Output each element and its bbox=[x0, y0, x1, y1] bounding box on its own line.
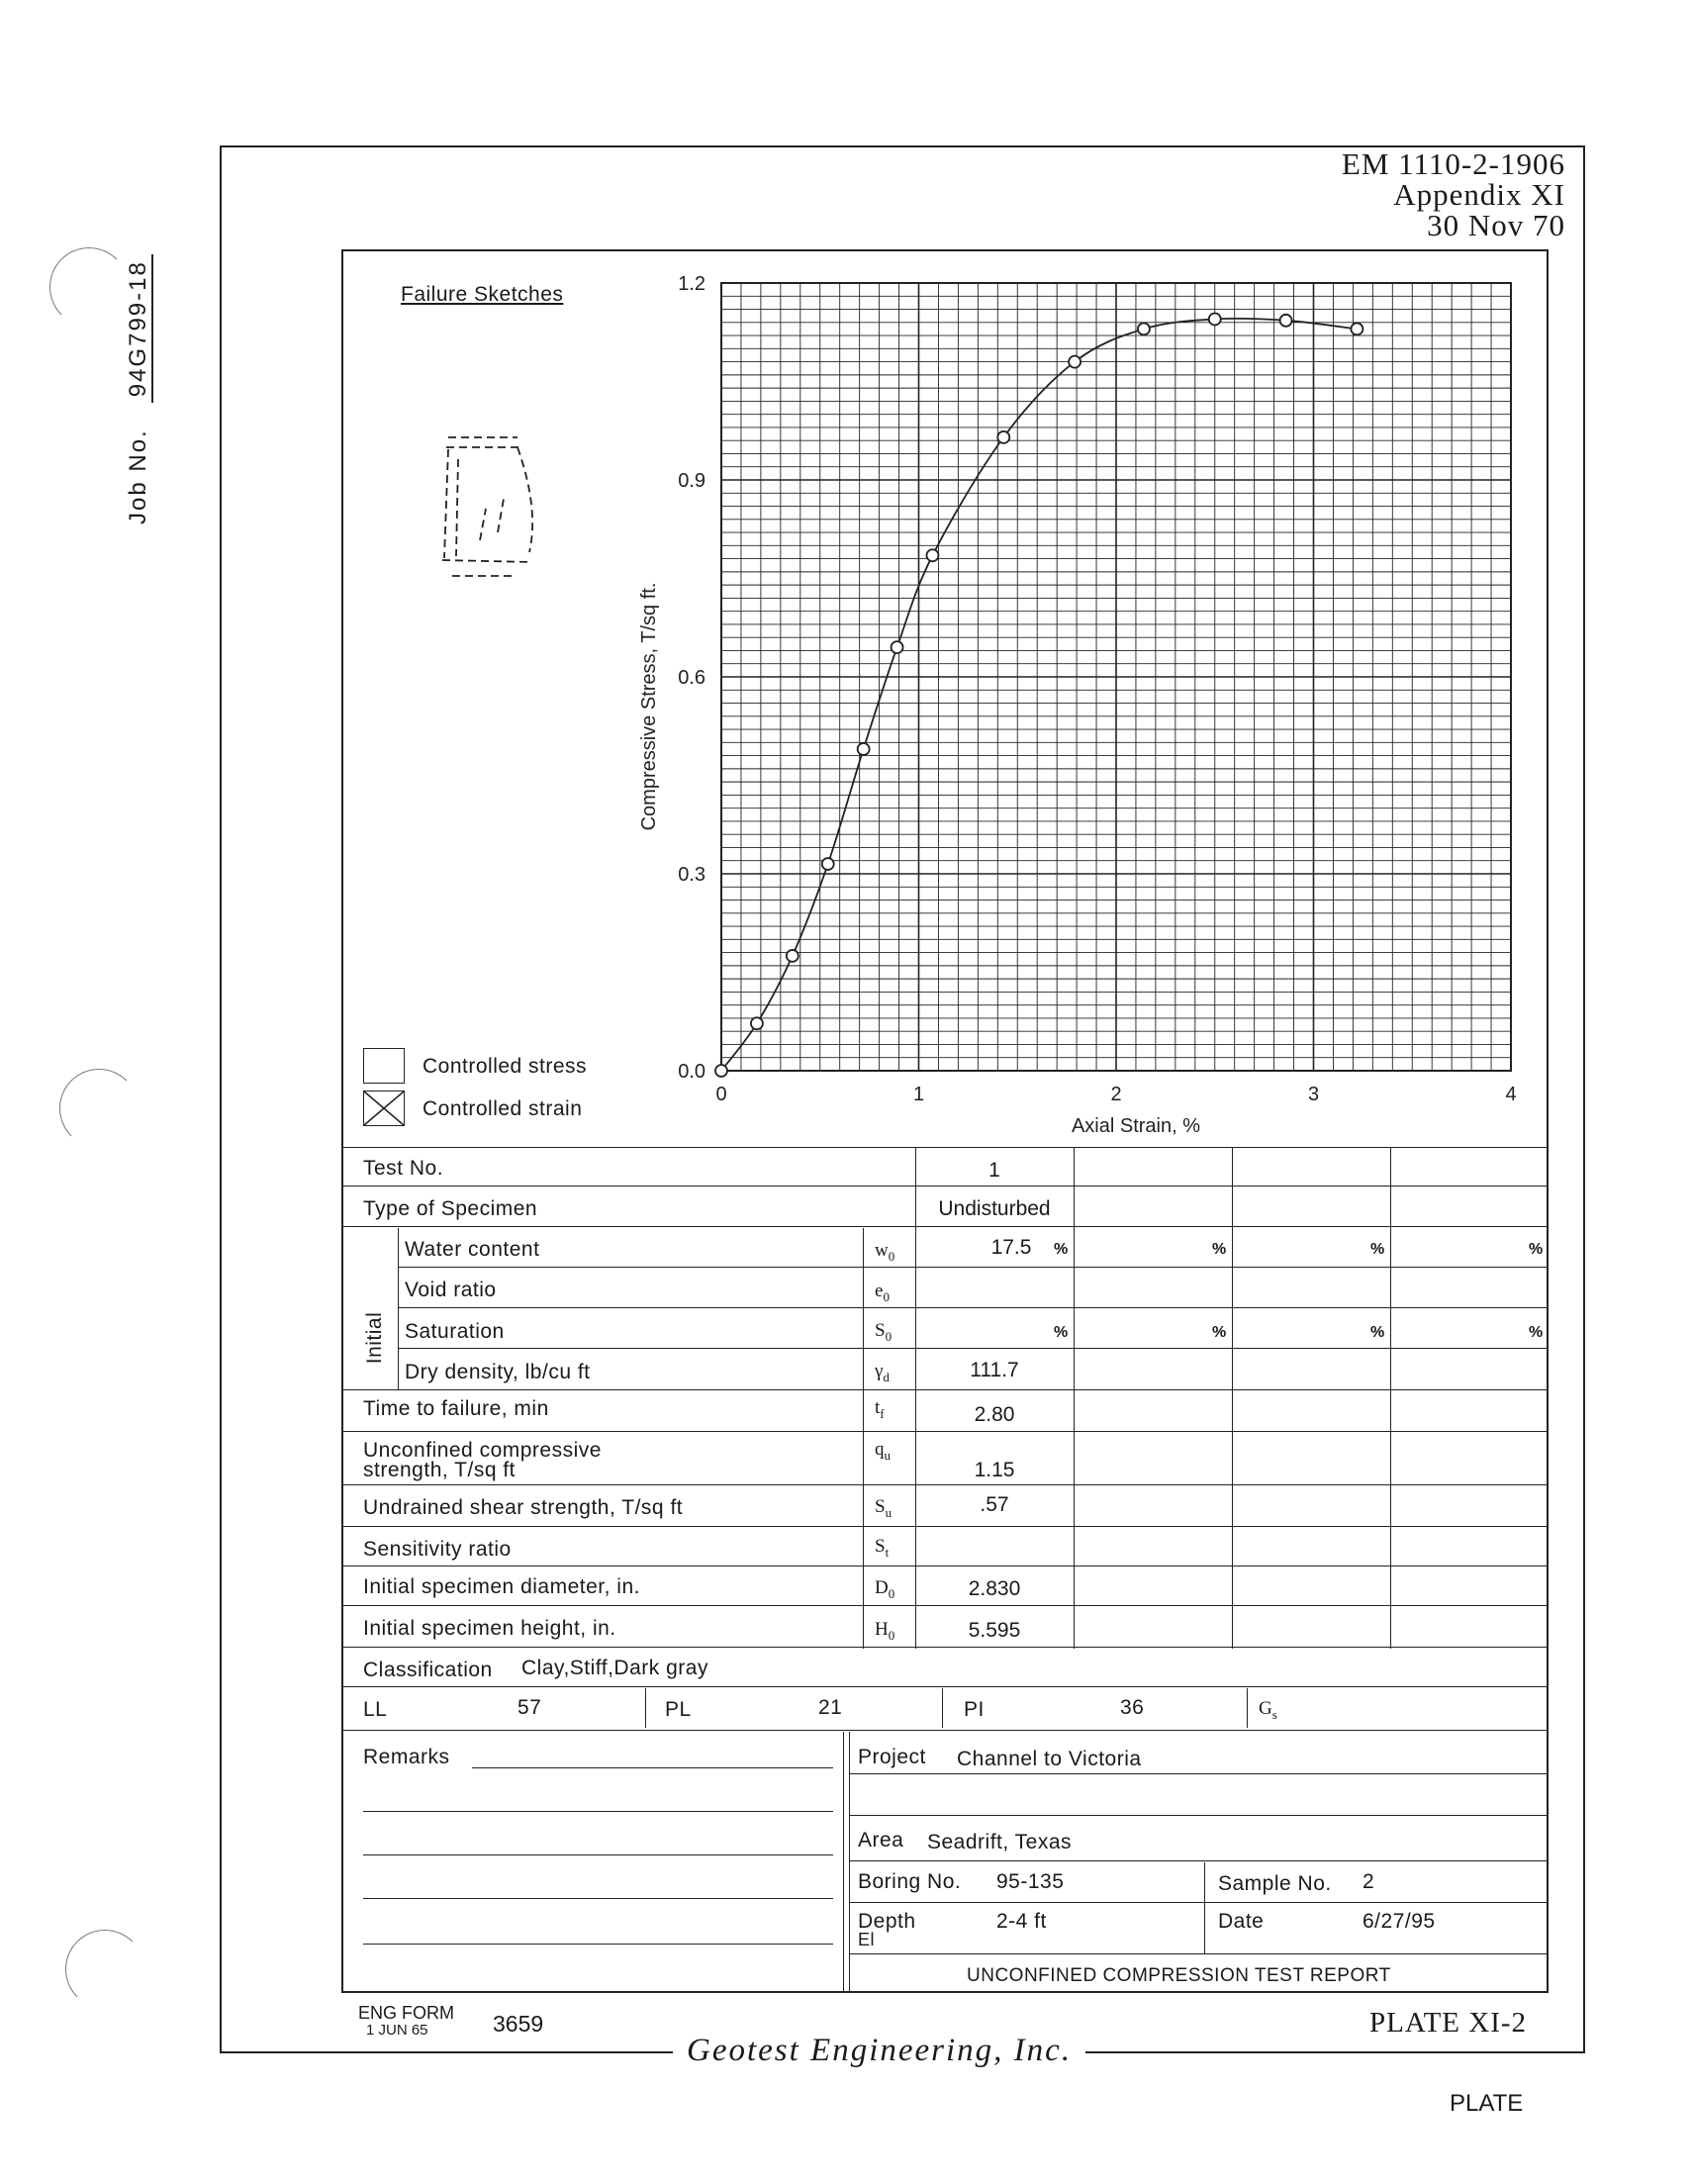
eng-form-label: ENG FORM bbox=[358, 2003, 454, 2023]
project-line bbox=[849, 1953, 1547, 1954]
gs-divider bbox=[1247, 1688, 1248, 1728]
value-col-divider bbox=[915, 1147, 916, 1649]
project-label: Project bbox=[858, 1746, 926, 1768]
dry-density-value: 111.7 bbox=[970, 1359, 1019, 1381]
table-row-line bbox=[343, 1686, 1547, 1687]
percent-mark: % bbox=[1370, 1241, 1385, 1258]
remarks-line bbox=[363, 1854, 833, 1855]
diameter-label: Initial specimen diameter, in. bbox=[363, 1575, 640, 1598]
data-point bbox=[926, 549, 938, 561]
eng-form-date: 1 JUN 65 bbox=[366, 2022, 428, 2039]
type-specimen-label: Type of Specimen bbox=[363, 1197, 538, 1220]
table-row-line bbox=[343, 1526, 1547, 1527]
plate-label: PLATE XI-2 bbox=[1369, 2007, 1528, 2039]
project-line bbox=[849, 1773, 1547, 1774]
saturation-symbol: $S_0$ bbox=[875, 1320, 893, 1344]
controlled-stress-label: Controlled stress bbox=[423, 1055, 588, 1078]
remarks-line bbox=[363, 1898, 833, 1899]
bottom-section-line bbox=[343, 1730, 1547, 1731]
ucs-label-line1: Unconfined compressive bbox=[363, 1439, 602, 1462]
void-ratio-label: Void ratio bbox=[405, 1279, 497, 1301]
shear-strength-symbol: $S_u$ bbox=[875, 1496, 893, 1520]
percent-mark: % bbox=[1212, 1241, 1227, 1258]
eng-form-number: 3659 bbox=[493, 2011, 544, 2037]
punch-hole-top bbox=[49, 247, 129, 327]
table-row-line bbox=[398, 1307, 1547, 1308]
table-row-line bbox=[343, 1226, 1547, 1227]
data-point bbox=[1280, 315, 1292, 327]
col4-divider bbox=[1390, 1147, 1391, 1649]
initial-label: Initial bbox=[363, 1311, 386, 1365]
job-number-value: 94G799-18 bbox=[125, 254, 153, 403]
company-name: Geotest Engineering, Inc. bbox=[673, 2033, 1085, 2069]
sample-value: 2 bbox=[1363, 1870, 1375, 1893]
remarks-line bbox=[363, 1944, 833, 1945]
data-point bbox=[1209, 313, 1221, 325]
y-tick-label: 0.6 bbox=[678, 667, 705, 689]
eng-form bbox=[358, 2005, 454, 2039]
data-point bbox=[1069, 356, 1081, 368]
project-line bbox=[849, 1860, 1547, 1861]
data-point bbox=[751, 1017, 763, 1029]
pi-label: PI bbox=[964, 1698, 985, 1721]
report-panel bbox=[341, 249, 1549, 1993]
table-row-line bbox=[343, 1431, 1547, 1432]
date-value: 6/27/95 bbox=[1363, 1910, 1436, 1933]
x-tick-label: 0 bbox=[715, 1084, 727, 1105]
sensitivity-ratio-label: Sensitivity ratio bbox=[363, 1538, 512, 1561]
el-label: El bbox=[858, 1930, 876, 1949]
pl-divider bbox=[645, 1688, 646, 1728]
col2-divider bbox=[1074, 1147, 1075, 1649]
failure-sketches-title: Failure Sketches bbox=[401, 283, 564, 306]
stress-strain-chart bbox=[343, 251, 1547, 1142]
pi-value: 36 bbox=[1120, 1696, 1145, 1719]
percent-mark: % bbox=[1212, 1324, 1227, 1341]
sample-divider bbox=[1204, 1862, 1205, 1953]
boring-value: 95-135 bbox=[996, 1870, 1065, 1893]
table-row-line bbox=[343, 1605, 1547, 1606]
remarks-divider-1 bbox=[843, 1732, 844, 1993]
time-to-failure-symbol: $t_f$ bbox=[875, 1397, 885, 1421]
table-row-line bbox=[343, 1389, 1547, 1390]
depth-label: Depth bbox=[858, 1910, 916, 1933]
time-to-failure-label: Time to failure, min bbox=[363, 1397, 549, 1420]
header-line-2: Appendix XI bbox=[1393, 177, 1565, 212]
x-axis-label: Axial Strain, % bbox=[1071, 1115, 1201, 1137]
test-no-value: 1 bbox=[988, 1159, 1000, 1182]
data-point bbox=[858, 743, 870, 755]
void-ratio-symbol: $e_0$ bbox=[875, 1281, 890, 1304]
ll-label: LL bbox=[363, 1698, 388, 1721]
punch-hole-bottom bbox=[65, 1930, 144, 2009]
height-symbol: $H_0$ bbox=[875, 1619, 895, 1643]
area-label: Area bbox=[858, 1829, 904, 1852]
data-point bbox=[1138, 323, 1150, 334]
ucs-symbol: $q_u$ bbox=[875, 1439, 891, 1463]
initial-divider bbox=[398, 1228, 399, 1389]
boring-label: Boring No. bbox=[858, 1870, 962, 1893]
ucs-value: 1.15 bbox=[974, 1459, 1015, 1481]
project-line bbox=[849, 1902, 1547, 1903]
punch-hole-middle bbox=[59, 1069, 139, 1148]
height-label: Initial specimen height, in. bbox=[363, 1617, 616, 1640]
test-no-label: Test No. bbox=[363, 1157, 444, 1180]
height-value: 5.595 bbox=[968, 1619, 1021, 1642]
dry-density-label: Dry density, lb/cu ft bbox=[405, 1361, 591, 1383]
pi-divider bbox=[942, 1688, 943, 1728]
percent-mark: % bbox=[1529, 1241, 1544, 1258]
project-value: Channel to Victoria bbox=[957, 1748, 1142, 1770]
water-content-symbol: $w_0$ bbox=[875, 1240, 895, 1264]
percent-mark: % bbox=[1054, 1324, 1069, 1341]
y-tick-label: 0.9 bbox=[678, 470, 705, 492]
remarks-line bbox=[363, 1811, 833, 1812]
ucs-label-line2: strength, T/sq ft bbox=[363, 1459, 517, 1481]
shear-strength-label: Undrained shear strength, T/sq ft bbox=[363, 1496, 684, 1519]
y-tick-label: 1.2 bbox=[678, 273, 705, 295]
table-row-line bbox=[343, 1484, 1547, 1485]
pl-label: PL bbox=[665, 1698, 692, 1721]
stress-strain-curve bbox=[721, 319, 1357, 1071]
classification-label: Classification bbox=[363, 1659, 493, 1681]
project-line bbox=[849, 1815, 1547, 1816]
header-line-3: 30 Nov 70 bbox=[1427, 208, 1565, 242]
symbol-col-divider bbox=[863, 1228, 864, 1649]
date-label: Date bbox=[1218, 1910, 1265, 1933]
sensitivity-ratio-symbol: $S_t$ bbox=[875, 1536, 890, 1560]
x-tick-label: 3 bbox=[1307, 1084, 1320, 1105]
data-point bbox=[715, 1065, 727, 1077]
y-axis-label: Compressive Stress, T/sq ft. bbox=[638, 582, 660, 831]
job-number bbox=[125, 254, 152, 524]
x-tick-label: 2 bbox=[1110, 1084, 1122, 1105]
sample-label: Sample No. bbox=[1218, 1872, 1332, 1895]
x-tick-label: 4 bbox=[1505, 1084, 1517, 1105]
water-content-value: 17.5 bbox=[990, 1236, 1032, 1259]
shear-strength-value: .57 bbox=[980, 1493, 1009, 1516]
document-header bbox=[1342, 148, 1565, 240]
water-content-label: Water content bbox=[405, 1238, 540, 1261]
dry-density-symbol: $\gamma_d$ bbox=[875, 1361, 890, 1384]
time-to-failure-value: 2.80 bbox=[974, 1403, 1015, 1426]
ll-value: 57 bbox=[517, 1696, 542, 1719]
saturation-label: Saturation bbox=[405, 1320, 505, 1343]
header-line-1: EM 1110-2-1906 bbox=[1341, 146, 1565, 181]
data-point bbox=[787, 950, 799, 962]
data-point bbox=[997, 431, 1009, 443]
table-top-line bbox=[343, 1147, 1547, 1148]
table-row-line bbox=[398, 1348, 1547, 1349]
job-number-label: Job No. bbox=[125, 428, 151, 524]
y-tick-label: 0.3 bbox=[678, 864, 705, 886]
data-point bbox=[892, 641, 903, 653]
depth-value: 2-4 ft bbox=[996, 1910, 1047, 1933]
percent-mark: % bbox=[1529, 1324, 1544, 1341]
pl-value: 21 bbox=[818, 1696, 843, 1719]
area-value: Seadrift, Texas bbox=[927, 1831, 1073, 1853]
classification-value: Clay,Stiff,Dark gray bbox=[521, 1657, 708, 1679]
type-specimen-value: Undisturbed bbox=[938, 1197, 1051, 1220]
col3-divider bbox=[1232, 1147, 1233, 1649]
remarks-label: Remarks bbox=[363, 1746, 450, 1768]
controlled-strain-label: Controlled strain bbox=[423, 1097, 583, 1120]
water-content-unit: % bbox=[1054, 1241, 1069, 1258]
y-tick-label: 0.0 bbox=[678, 1061, 705, 1083]
x-tick-label: 1 bbox=[912, 1084, 925, 1105]
table-row-line bbox=[343, 1186, 1547, 1187]
diameter-value: 2.830 bbox=[968, 1577, 1021, 1600]
data-point bbox=[1351, 323, 1363, 334]
table-row-line bbox=[343, 1647, 1547, 1648]
gs-label: $G_s$ bbox=[1259, 1698, 1277, 1722]
diameter-symbol: $D_0$ bbox=[875, 1577, 895, 1601]
table-row-line bbox=[343, 1566, 1547, 1567]
plate-bottom-label: PLATE bbox=[1450, 2090, 1524, 2117]
percent-mark: % bbox=[1370, 1324, 1385, 1341]
table-row-line bbox=[398, 1267, 1547, 1268]
data-point bbox=[822, 858, 834, 870]
remarks-line bbox=[472, 1767, 833, 1768]
report-title: UNCONFINED COMPRESSION TEST REPORT bbox=[967, 1965, 1391, 1986]
